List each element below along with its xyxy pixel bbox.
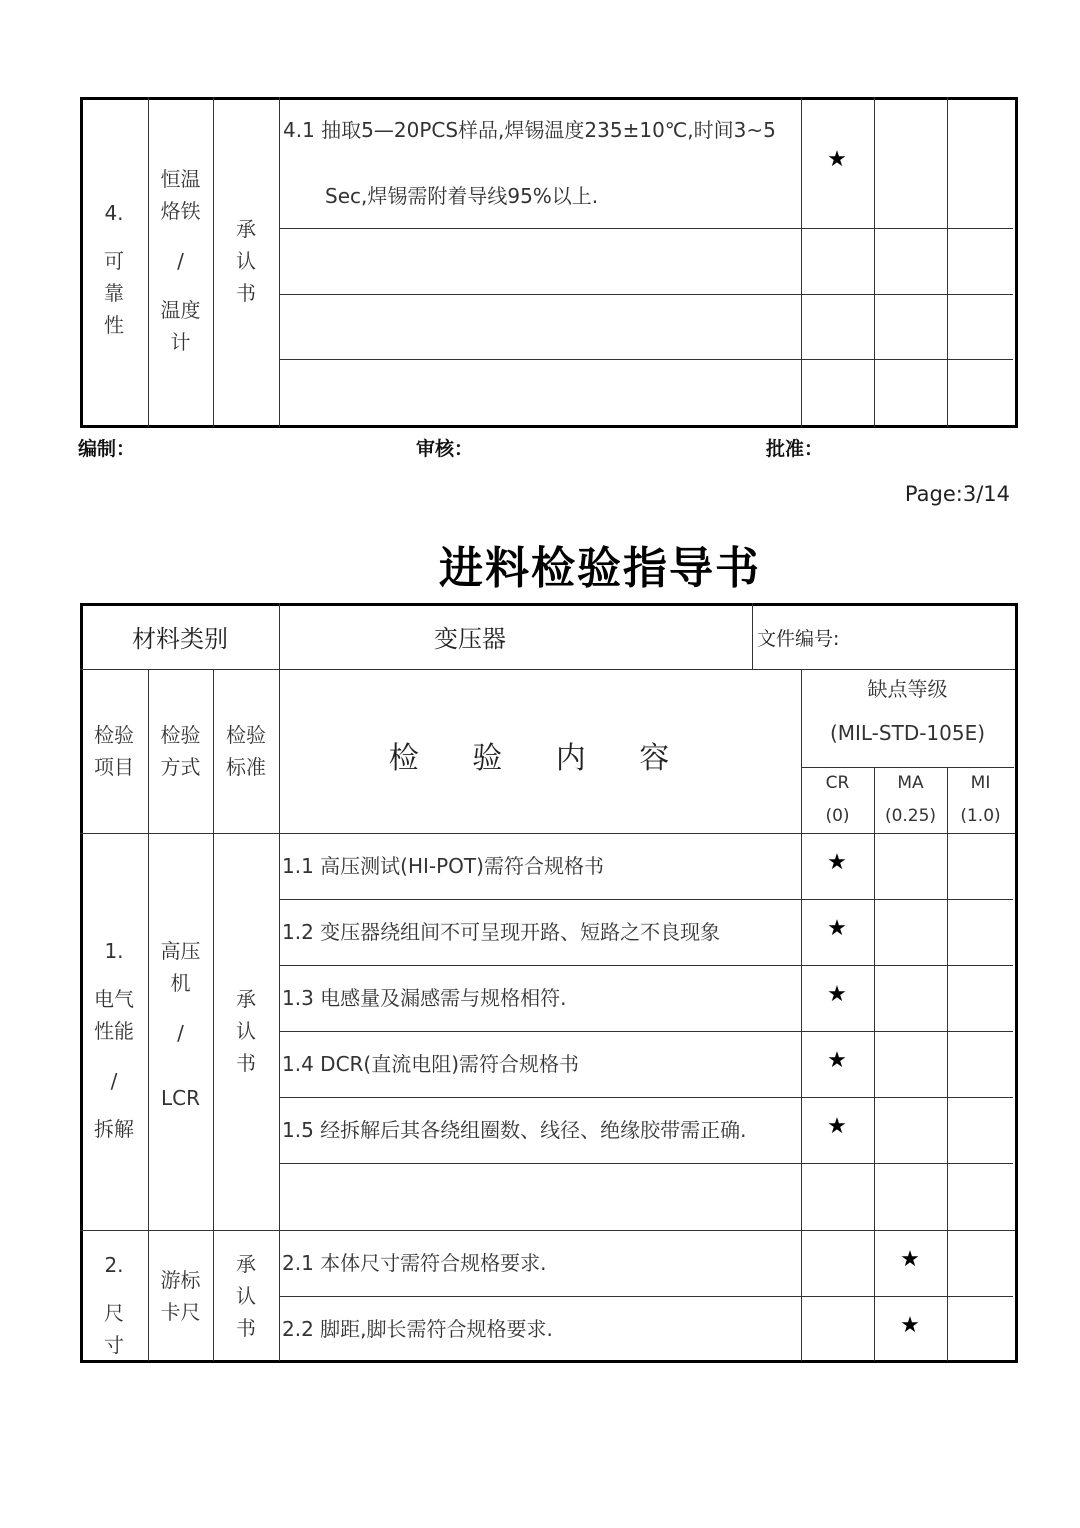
top-hline — [279, 359, 1013, 360]
top-hline — [279, 228, 1013, 229]
s2-row-text: 2.2 脚距,脚长需符合规格要求. — [282, 1317, 553, 1341]
s1-item-text: 拆解 — [94, 1117, 134, 1141]
s1-standard-char: 书 — [236, 1051, 256, 1075]
s1-method-text: 高压 — [160, 939, 201, 963]
main-hline — [279, 1296, 1013, 1297]
top-item-char: 靠 — [104, 281, 124, 305]
s2-method-text: 卡尺 — [160, 1300, 201, 1324]
s1-item-text: 性能 — [94, 1019, 134, 1043]
s1-item-sep: / — [110, 1069, 118, 1093]
s2-standard-char: 书 — [236, 1316, 256, 1340]
top-item-char: 可 — [104, 249, 124, 273]
file-number-label: 文件编号: — [757, 628, 840, 650]
top-vline — [947, 97, 948, 427]
star-icon: ★ — [827, 916, 847, 941]
main-vline — [752, 603, 753, 669]
s2-item-char: 尺 — [104, 1301, 124, 1325]
col-standard-header: 检验 — [226, 723, 266, 747]
material-category-value: 变压器 — [434, 625, 506, 653]
footer-approved: 批准： — [766, 438, 824, 460]
cr-value: (0) — [825, 806, 850, 826]
main-hline — [801, 767, 1014, 768]
col-item-header: 项目 — [94, 755, 134, 779]
star-icon: ★ — [827, 1048, 847, 1073]
cr-header: CR — [825, 773, 850, 793]
top-row1-line2: Sec,焊锡需附着导线95%以上. — [325, 184, 599, 208]
mi-header: MI — [970, 773, 991, 793]
s2-row-text: 2.1 本体尺寸需符合规格要求. — [282, 1251, 547, 1275]
col-content-header: 检 验 内 容 — [388, 741, 692, 776]
col-method-header: 方式 — [160, 755, 201, 779]
star-icon: ★ — [827, 850, 847, 875]
top-method-text: 温度 — [160, 298, 201, 322]
main-vline — [947, 767, 948, 1361]
s1-item-num: 1. — [104, 939, 124, 963]
star-icon: ★ — [900, 1247, 920, 1272]
ma-value: (0.25) — [884, 806, 937, 826]
top-standard-char: 认 — [236, 249, 256, 273]
mi-value: (1.0) — [960, 806, 1001, 826]
main-hline — [279, 1097, 1013, 1098]
top-item-char: 性 — [104, 313, 124, 337]
main-hline — [279, 1163, 1013, 1164]
s2-standard-char: 承 — [236, 1252, 256, 1276]
defect-level-label: 缺点等级 — [867, 677, 948, 701]
s1-row-text: 1.5 经拆解后其各绕组圈数、线径、绝缘胶带需正确. — [282, 1118, 747, 1142]
material-category-label: 材料类别 — [132, 625, 228, 653]
s2-item-char: 寸 — [104, 1333, 124, 1357]
s1-method-text: 机 — [170, 971, 191, 995]
s1-item-text: 电气 — [94, 987, 134, 1011]
star-icon: ★ — [827, 1114, 847, 1139]
top-row1-line1: 4.1 抽取5—20PCS样品,焊锡温度235±10℃,时间3~5 — [283, 118, 776, 142]
page-number: Page:3/14 — [904, 482, 1010, 506]
top-method-text: 恒温 — [160, 167, 201, 191]
doc-title: 进料检验指导书 — [439, 543, 761, 594]
defect-standard-label: (MIL-STD-105E) — [829, 721, 986, 745]
star-icon: ★ — [827, 147, 847, 172]
footer-reviewed: 审核： — [416, 438, 474, 460]
top-method-text: / — [177, 249, 184, 273]
s2-item-num: 2. — [104, 1253, 124, 1277]
ma-header: MA — [897, 773, 924, 793]
top-method-text: 烙铁 — [160, 199, 201, 223]
s2-method-text: 游标 — [160, 1268, 201, 1292]
footer-compiled: 编制： — [78, 438, 136, 460]
col-method-header: 检验 — [160, 723, 201, 747]
s2-standard-char: 认 — [236, 1284, 256, 1308]
top-standard-char: 书 — [236, 281, 256, 305]
top-standard-char: 承 — [236, 217, 256, 241]
s1-row-text: 1.1 高压测试(HI-POT)需符合规格书 — [282, 854, 604, 878]
s1-row-text: 1.2 变压器绕组间不可呈现开路、短路之不良现象 — [282, 920, 721, 944]
s1-standard-char: 承 — [236, 987, 256, 1011]
main-table-border-top — [80, 603, 1015, 606]
col-standard-header: 标准 — [226, 755, 266, 779]
top-hline — [279, 294, 1013, 295]
top-vline — [874, 97, 875, 427]
s1-method-text: LCR — [160, 1086, 200, 1110]
main-hline — [80, 1230, 1015, 1231]
main-hline — [279, 899, 1013, 900]
s1-standard-char: 认 — [236, 1019, 256, 1043]
col-item-header: 检验 — [94, 723, 134, 747]
main-hline — [80, 669, 1015, 670]
s1-row-text: 1.4 DCR(直流电阻)需符合规格书 — [282, 1052, 580, 1076]
top-item-num: 4. — [104, 201, 124, 225]
star-icon: ★ — [900, 1313, 920, 1338]
main-hline — [279, 965, 1013, 966]
main-hline — [80, 833, 1015, 834]
top-vline — [279, 97, 280, 427]
s1-row-text: 1.3 电感量及漏感需与规格相符. — [282, 986, 567, 1010]
s1-method-sep: / — [177, 1021, 184, 1045]
main-hline — [279, 1031, 1013, 1032]
top-method-text: 计 — [170, 330, 191, 354]
star-icon: ★ — [827, 982, 847, 1007]
